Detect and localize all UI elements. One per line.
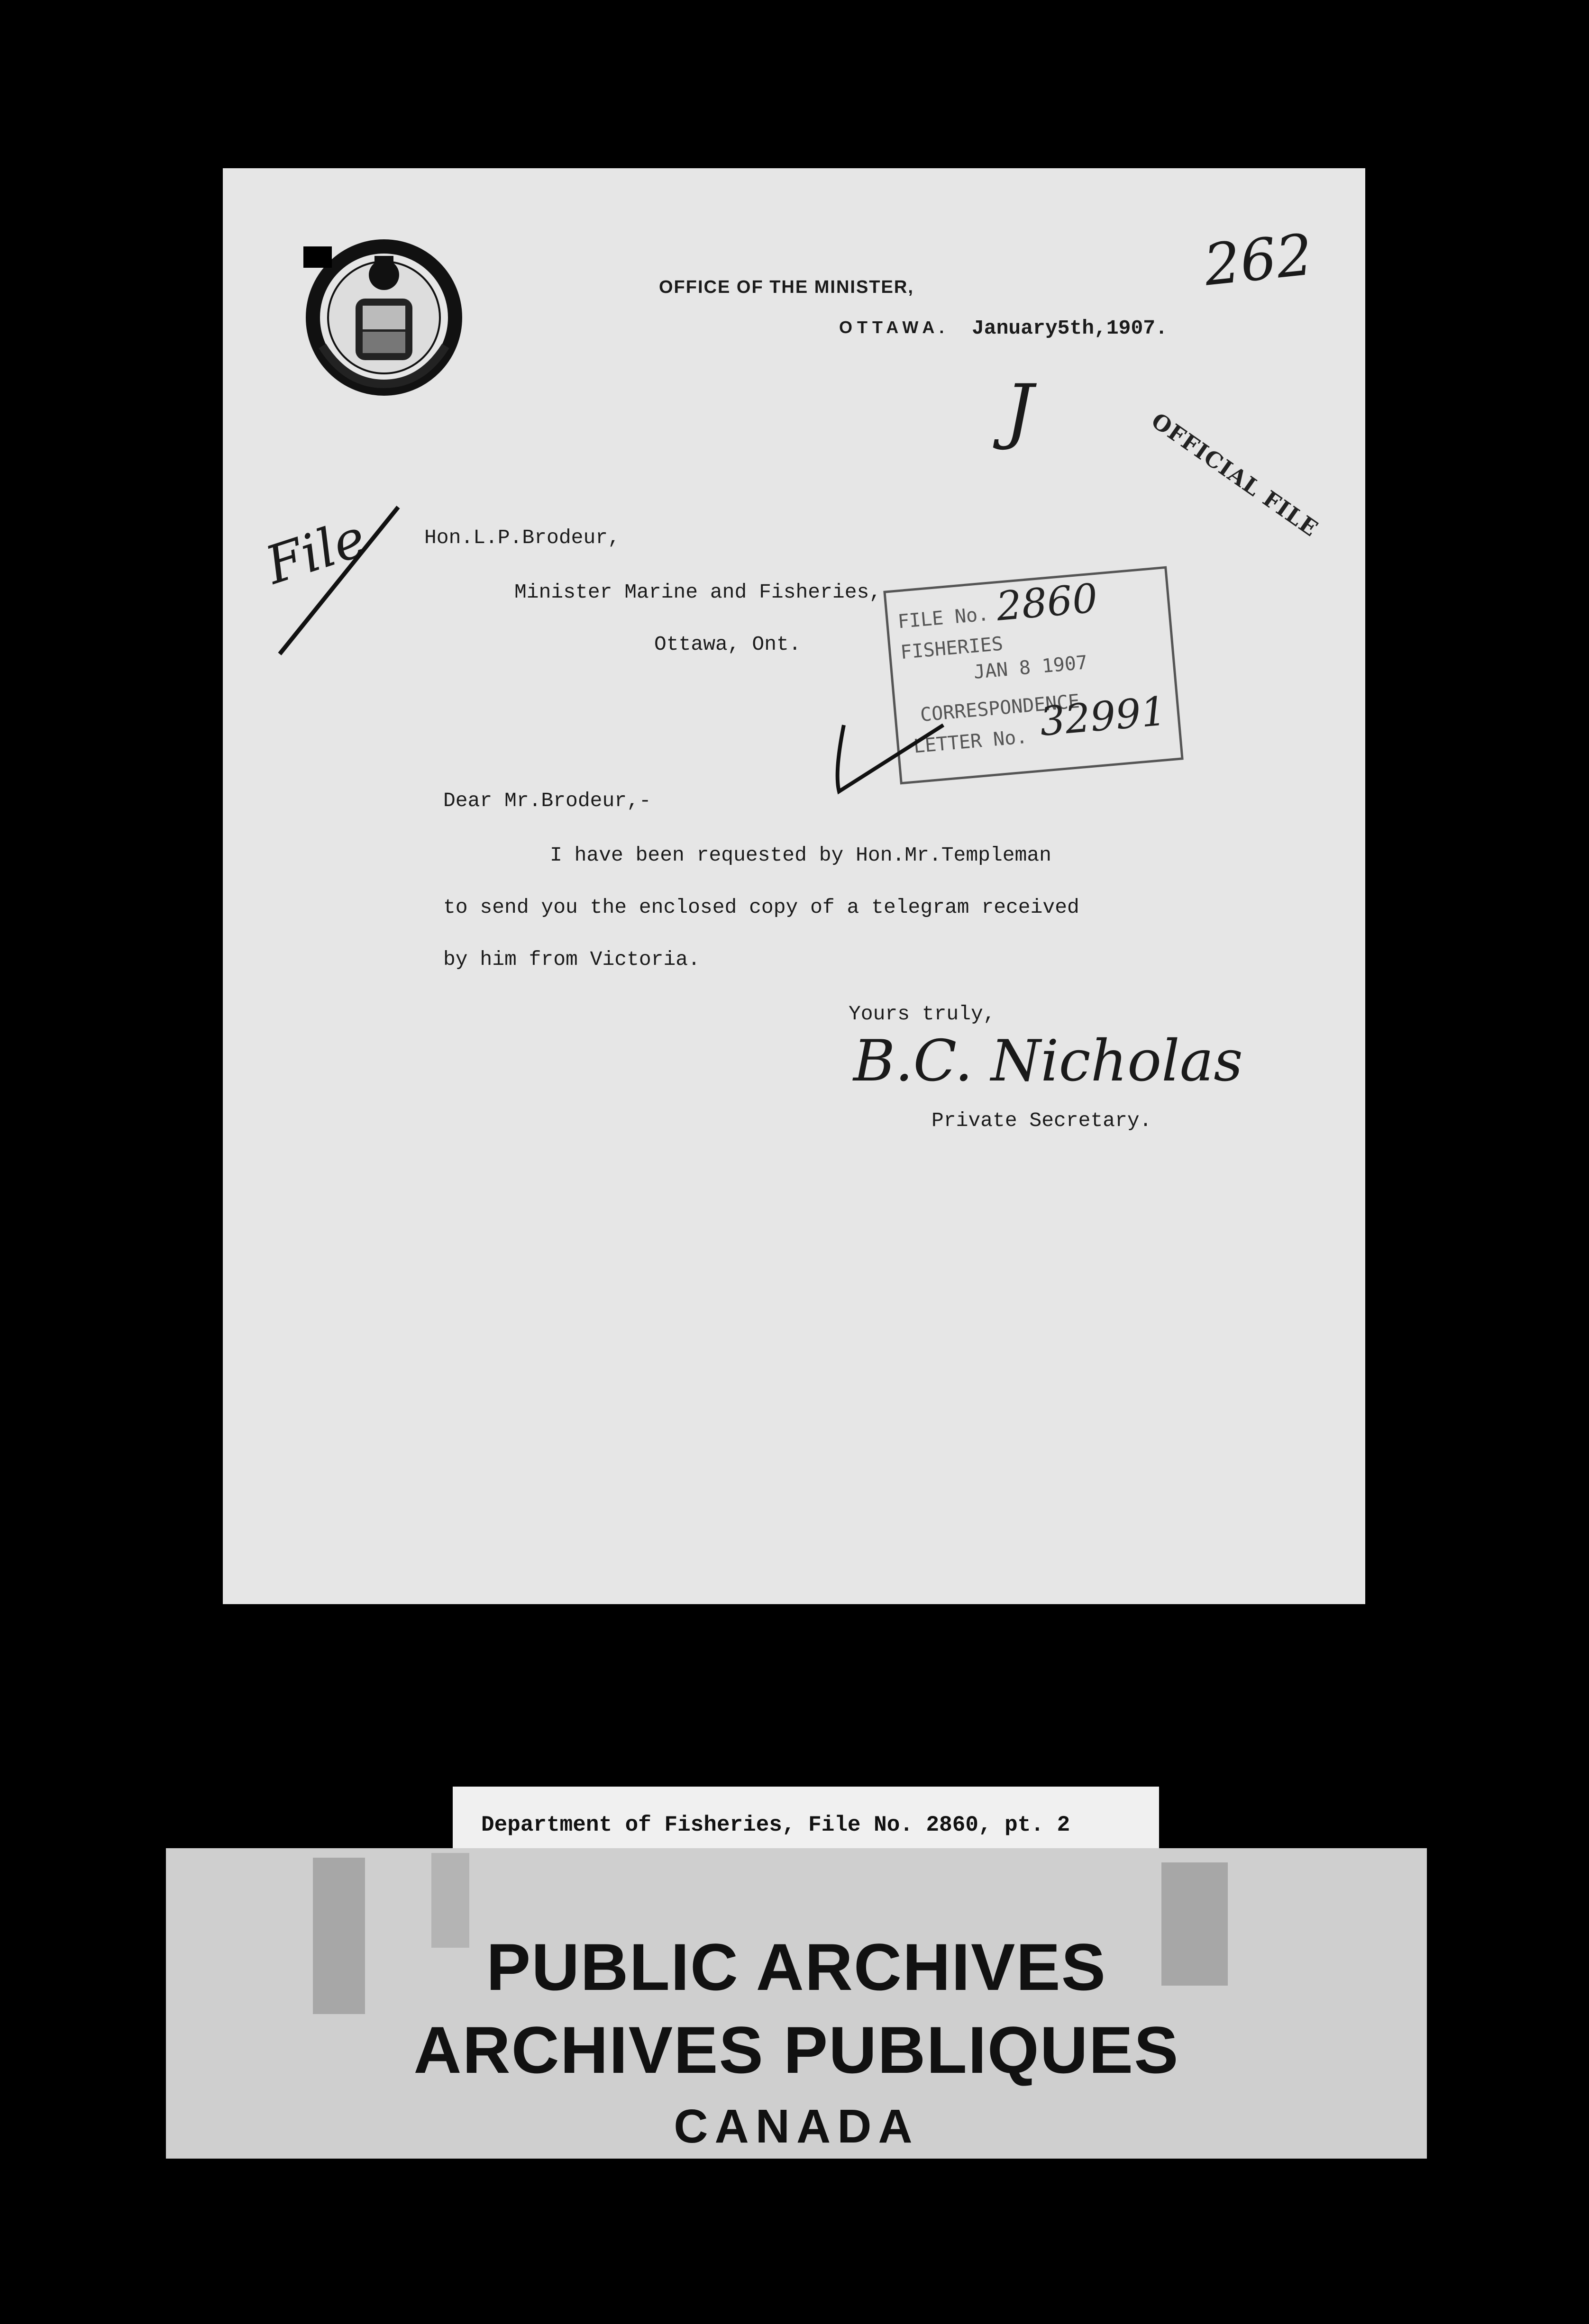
letterhead-city: OTTAWA. — [839, 318, 949, 337]
address-line-3: Ottawa, Ont. — [654, 633, 801, 656]
banner-line-1: PUBLIC ARCHIVES — [486, 1930, 1107, 2004]
closing: Yours truly, — [849, 1002, 995, 1026]
body-line-1: I have been requested by Hon.Mr.Templeman — [550, 844, 1051, 867]
file-annotation: File — [258, 507, 373, 596]
check-mark — [825, 716, 948, 796]
body-line-2: to send you the enclosed copy of a telegram received — [443, 896, 1079, 919]
received-date: JAN 8 1907 — [972, 652, 1088, 683]
page-number-annotation: 262 — [1201, 222, 1316, 299]
correspondence-label: CORRESPONDENCE — [919, 690, 1081, 726]
banner-line-2: ARCHIVES PUBLIQUES — [413, 2013, 1179, 2087]
file-no-value: 2860 — [994, 574, 1100, 630]
archive-file-label-text: Department of Fisheries, File No. 2860, pt. 2 — [481, 1813, 1070, 1837]
signer-title: Private Secretary. — [931, 1109, 1152, 1132]
address-line-2: Minister Marine and Fisheries, — [514, 581, 882, 604]
letter-no-label: LETTER No. — [913, 726, 1029, 758]
letter-date: January5th,1907. — [972, 317, 1168, 340]
archive-file-label — [453, 1787, 1159, 1858]
official-file-stamp: OFFICIAL FILE — [1147, 408, 1324, 542]
signature: B.C. Nicholas — [853, 1028, 1243, 1094]
banner-line-3: CANADA — [674, 2100, 919, 2153]
letterhead-office: OFFICE OF THE MINISTER, — [659, 277, 914, 297]
address-line-1: Hon.L.P.Brodeur, — [424, 526, 620, 549]
fisheries-label: FISHERIES — [899, 633, 1004, 664]
salutation: Dear Mr.Brodeur,- — [443, 789, 651, 812]
body-line-3: by him from Victoria. — [443, 948, 700, 971]
initial-annotation: J — [1005, 370, 1034, 452]
crest-logo — [303, 227, 479, 403]
file-no-label: FILE No. — [897, 603, 990, 633]
letter-no-value: 32991 — [1038, 688, 1169, 745]
archives-banner — [166, 1848, 1427, 2159]
file-annotation-stroke — [270, 502, 412, 659]
